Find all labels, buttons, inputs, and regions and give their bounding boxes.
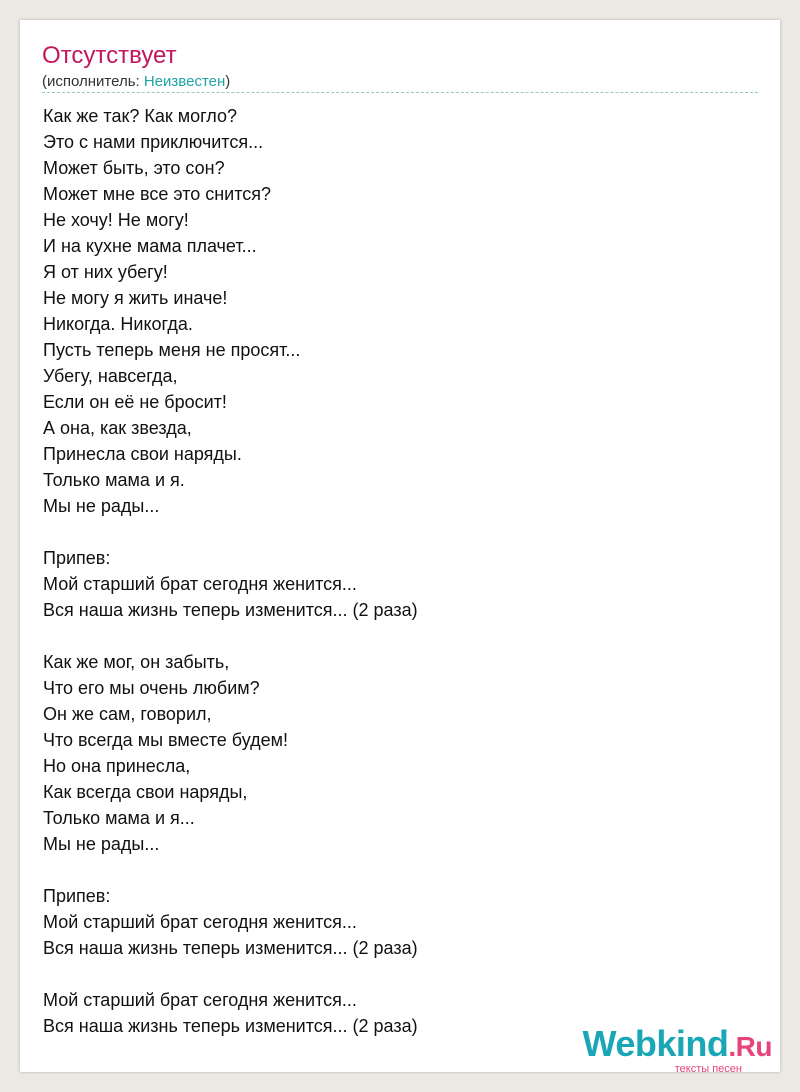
lyrics-blank-line [43, 519, 743, 545]
lyrics-blank-line [43, 961, 743, 987]
lyrics-line: Мой старший брат сегодня женится... [43, 912, 357, 932]
lyrics-line: Только мама и я... [43, 808, 195, 828]
artist-link[interactable]: Неизвестен [143, 73, 226, 90]
lyrics-line: Мы не рады... [43, 496, 160, 516]
logo-tld: .Ru [728, 1031, 772, 1062]
lyrics-line: Не могу я жить иначе! [43, 288, 228, 308]
lyrics-line: Но она принесла, [43, 756, 191, 776]
logo-tagline: тексты песен [674, 1063, 742, 1075]
lyrics-line: Как же мог, он забыть, [43, 652, 230, 672]
song-title: Отсутствует [42, 42, 177, 69]
artist-prefix: (исполнитель: [42, 73, 144, 90]
lyrics-line: Как же так? Как могло? [43, 106, 238, 126]
lyrics-line: А она, как звезда, [43, 418, 192, 438]
lyrics-line: И на кухне мама плачет... [43, 236, 257, 256]
lyrics-line: Припев: [43, 548, 111, 568]
lyrics-line: Может мне все это снится? [43, 184, 272, 204]
lyrics-line: Принесла свои наряды. [43, 444, 242, 464]
lyrics-line: Пусть теперь меня не просят... [43, 340, 301, 360]
lyrics-line: Вся наша жизнь теперь изменится... (2 раза) [43, 938, 418, 958]
artist-line [42, 73, 230, 91]
lyrics-line: Никогда. Никогда. [43, 314, 193, 334]
lyrics-line: Как всегда свои наряды, [43, 782, 248, 802]
lyrics-line: Может быть, это сон? [43, 158, 225, 178]
lyrics-line: Не хочу! Не могу! [43, 210, 189, 230]
lyrics-line: Если он её не бросит! [43, 392, 227, 412]
lyrics-line: Мой старший брат сегодня женится... [43, 574, 357, 594]
lyrics-line: Я от них убегу! [43, 262, 168, 282]
lyrics-line: Вся наша жизнь теперь изменится... (2 раза) [43, 1016, 418, 1036]
lyrics-line: Это с нами приключится... [43, 132, 264, 152]
site-logo[interactable] [582, 1023, 772, 1075]
lyrics-line: Припев: [43, 886, 111, 906]
lyrics-line: Вся наша жизнь теперь изменится... (2 раза) [43, 600, 418, 620]
lyrics-blank-line [43, 857, 743, 883]
lyrics-line: Мой старший брат сегодня женится... [43, 990, 357, 1010]
logo-wordmark [582, 1023, 772, 1065]
lyrics-line: Он же сам, говорил, [43, 704, 212, 724]
lyrics-line: Что его мы очень любим? [43, 678, 260, 698]
lyrics-blank-line [43, 623, 743, 649]
title-divider [42, 92, 758, 93]
lyrics-line: Убегу, навсегда, [43, 366, 178, 386]
logo-brand: Webkind [582, 1023, 729, 1064]
lyrics-text [43, 103, 743, 1039]
lyrics-line: Только мама и я. [43, 470, 185, 490]
artist-suffix: ) [225, 73, 231, 90]
lyrics-line: Что всегда мы вместе будем! [43, 730, 289, 750]
lyrics-line: Мы не рады... [43, 834, 160, 854]
